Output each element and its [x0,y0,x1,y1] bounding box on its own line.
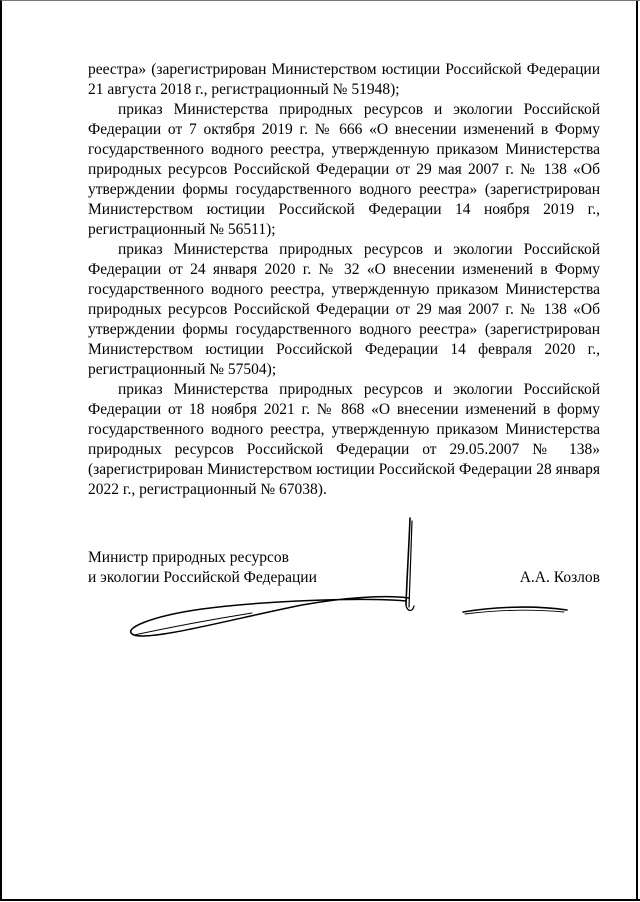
paragraph-order-666: приказ Министерства природных ресурсов и экологии Российской Федерации от 7 октября 2019 г. № 666 «О внесении изменений в Форму государственного водного реестра, утвержденную приказом Министерства природных ресурсов Российской Федерации от 29 мая 2007 г. № 138 «Об утверждении формы государственного водного реестра» (зарегистрирован Министерством юстиции Российской Федерации 14 ноября 2019 г., регистрационный № 56511); [88,101,600,238]
paragraph-continuation: реестра» (зарегистрирован Министерством юстиции Российской Федерации 21 августа 2018 г., регистрационный № 51948); [88,61,600,98]
paragraph-order-32: приказ Министерства природных ресурсов и экологии Российской Федерации от 24 января 2020 г. № 32 «О внесении изменений в Форму государственного водного реестра, утвержденную приказом Министерства природных ресурсов Российской Федерации от 29 мая 2007 г. № 138 «Об утверждении формы государственного водного реестра» (зарегистрирован Министерством юстиции Российской Федерации 14 февраля 2020 г., регистрационный № 57504); [88,241,600,378]
signer-name: А.А. Козлов [519,569,600,586]
signature-block [88,548,600,588]
paragraph-order-868: приказ Министерства природных ресурсов и экологии Российской Федерации от 18 ноября 2021 г. № 868 «О внесении изменений в форму государственного водного реестра, утвержденную приказом Министерства природных ресурсов Российской Федерации от 29.05.2007 № 138» (зарегистрирован Министерством юстиции Российской Федерации 28 января 2022 г., регистрационный № 67038). [88,381,600,498]
signer-title-line-1: Министр природных ресурсов [88,549,289,566]
signer-title-line-2: и экологии Российской Федерации [88,569,317,586]
document-body [88,60,600,500]
